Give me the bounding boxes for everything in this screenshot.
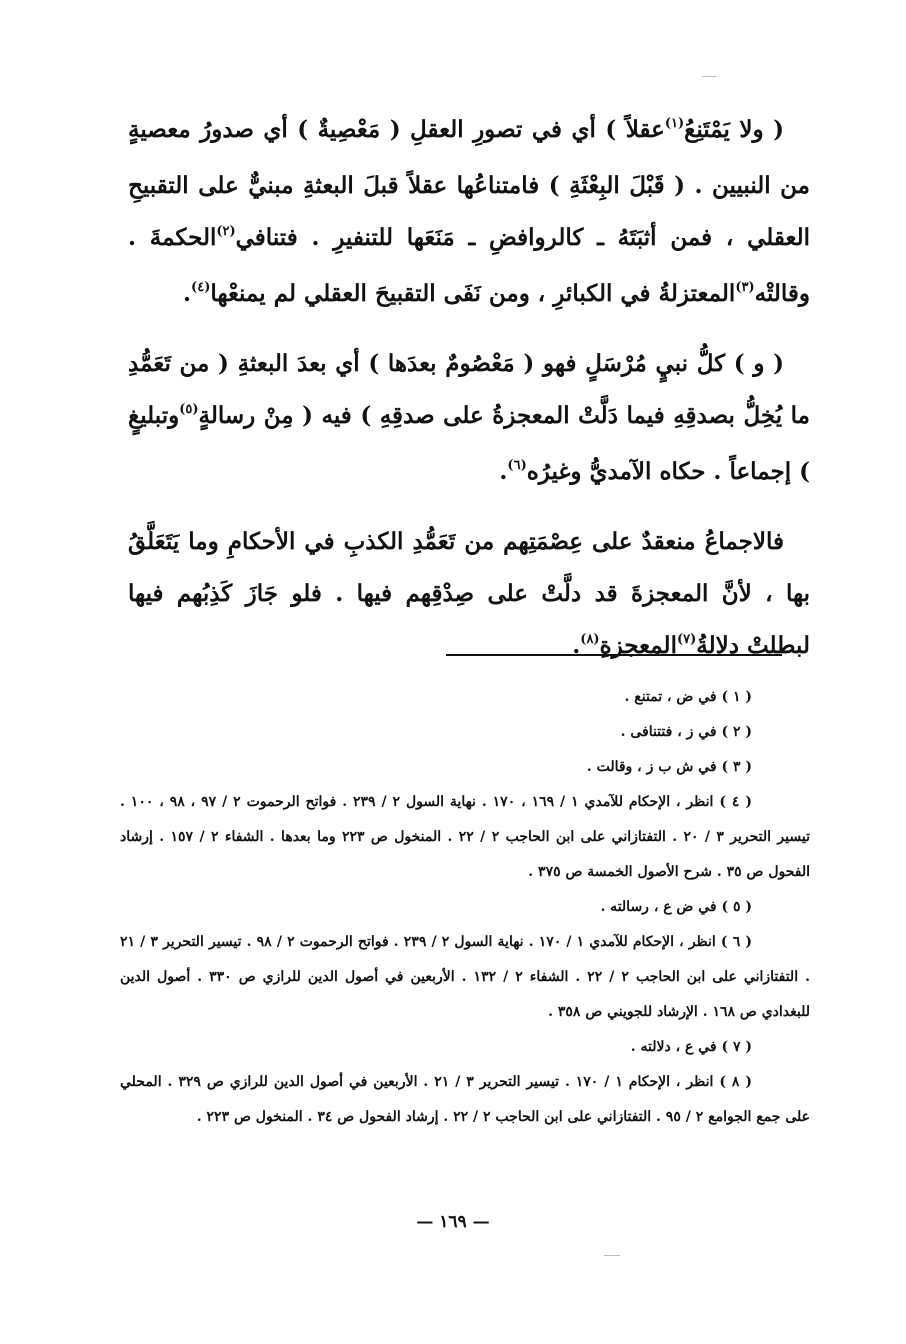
text-run: . bbox=[572, 632, 581, 659]
footnote-ref: (٧) bbox=[676, 632, 697, 647]
text-run: عقلاً ) أي في تصورِ العقلِ ( مَعْصِيةٌ ) أي صدورُ معصيةٍ من النبيين . ( قَبْلَ البِعْثَةِ ) فامتناعُها عقلاً قبلَ البعثةِ مبنيٌّ على التقبيحِ العقلي ، فمن أثبَتَهُ ـ كالروافضِ ـ مَنَعَها للتنفيرِ . فتنافي bbox=[128, 116, 810, 251]
footnote-ref: (٥) bbox=[179, 402, 199, 417]
footnote-6: ( ٦ ) انظر ، الإحكام للآمدي ١ / ١٧٠ . نهاية السول ٢ / ٢٣٩ . فواتح الرحموت ٢ / ٩٨ . تيسير التحرير ٣ / ٢١ . التفتازاني على ابن الحاجب ٢ / ٢٢ . الشفاء ٢ / ١٣٢ . الأربعين في أصول الدين للرازي ص ٣٣٠ . أصول الدين للبغدادي ص ١٦٨ . الإرشاد للجويني ص ٣٥٨ . bbox=[120, 934, 810, 1020]
paragraph-3 bbox=[128, 516, 810, 676]
text-run: ( و ) كلُّ نبيٍ مُرْسَلٍ فهو ( مَعْصُومٌ بعدَها ) أي بعدَ البعثةِ ( من تَعَمُّدِ ما يُخِلُّ بصدقِهِ فيما دَلَّتْ المعجزةُ على صدقِهِ ) فيه ( مِنْ رسالةٍ bbox=[128, 350, 810, 429]
text-run: الحكمةَ . وقالتْه bbox=[128, 224, 810, 307]
footnote-ref: (٦) bbox=[507, 458, 527, 473]
text-run: وتبليغٍ ) إجماعاً . حكاه الآمديُّ وغيرُه bbox=[128, 402, 810, 485]
footnote-ref: (٣) bbox=[735, 280, 755, 295]
footnote-8: ( ٨ ) انظر ، الإحكام ١ / ١٧٠ . تيسير التحرير ٣ / ٢١ . الأربعين في أصول الدين للرازي ص ٣٢٩ . المحلي على جمع الجوامع ٢ / ٩٥ . التفتازاني على ابن الحاجب ٢ / ٢٢ . إرشاد الفحول ص ٣٤ . المنخول ص ٢٢٣ . bbox=[120, 1074, 810, 1125]
main-text bbox=[128, 104, 810, 692]
paragraph-1 bbox=[128, 104, 810, 324]
text-run: ( ولا يَمْتَنِعُ bbox=[684, 116, 784, 143]
footnote-3: ( ٣ ) في ش ب ز ، وقالت . bbox=[586, 759, 752, 775]
scan-mark bbox=[702, 76, 716, 77]
text-run: . bbox=[183, 280, 192, 307]
footnote-1: ( ١ ) في ض ، تمتنع . bbox=[624, 689, 752, 705]
footnote-separator bbox=[446, 654, 782, 656]
text-run: . bbox=[499, 458, 508, 485]
paragraph-2 bbox=[128, 338, 810, 502]
text-run: المعتزلةُ في الكبائرِ ، ومن نَفَى التقبيحَ العقلي لم يمنعْها bbox=[210, 280, 736, 307]
text-run: فالاجماعُ منعقدٌ على عِصْمَتِهم من تَعَمُّدِ الكذبِ في الأحكامِ وما يَتَعَلَّقُ بها ، لأنَّ المعجزةَ قد دلَّتْ على صِدْقِهم فيها . فلو جَازَ كَذِبُهم فيها لبطلتْ دلالةُ bbox=[128, 528, 810, 659]
footnote-ref: (٤) bbox=[191, 280, 211, 295]
footnote-ref: (١) bbox=[664, 116, 685, 131]
footnote-2: ( ٢ ) في ز ، فتتنافى . bbox=[620, 724, 752, 740]
footnote-7: ( ٧ ) في ع ، دلالته . bbox=[630, 1039, 752, 1055]
footnote-ref: (٢) bbox=[216, 224, 236, 239]
footnote-ref: (٨) bbox=[580, 632, 600, 647]
text-run: المعجزةِ bbox=[599, 632, 677, 659]
scan-mark bbox=[604, 1255, 620, 1256]
footnote-5: ( ٥ ) في ض ع ، رسالته . bbox=[600, 899, 752, 915]
footnotes bbox=[120, 680, 810, 1135]
footnote-4: ( ٤ ) انظر ، الإحكام للآمدي ١ / ١٦٩ ، ١٧٠ . نهاية السول ٢ / ٢٣٩ . فواتح الرحموت ٢ / ٩٧ ، ٩٨ ، ١٠٠ . تيسير التحرير ٣ / ٢٠ . التفتازاني على ابن الحاجب ٢ / ٢٢ . المنخول ص ٢٢٣ وما بعدها . الشفاء ٢ / ١٥٧ . إرشاد الفحول ص ٣٥ . شرح الأصول الخمسة ص ٣٧٥ . bbox=[120, 794, 810, 880]
page-number: — ١٦٩ — bbox=[416, 1212, 490, 1232]
